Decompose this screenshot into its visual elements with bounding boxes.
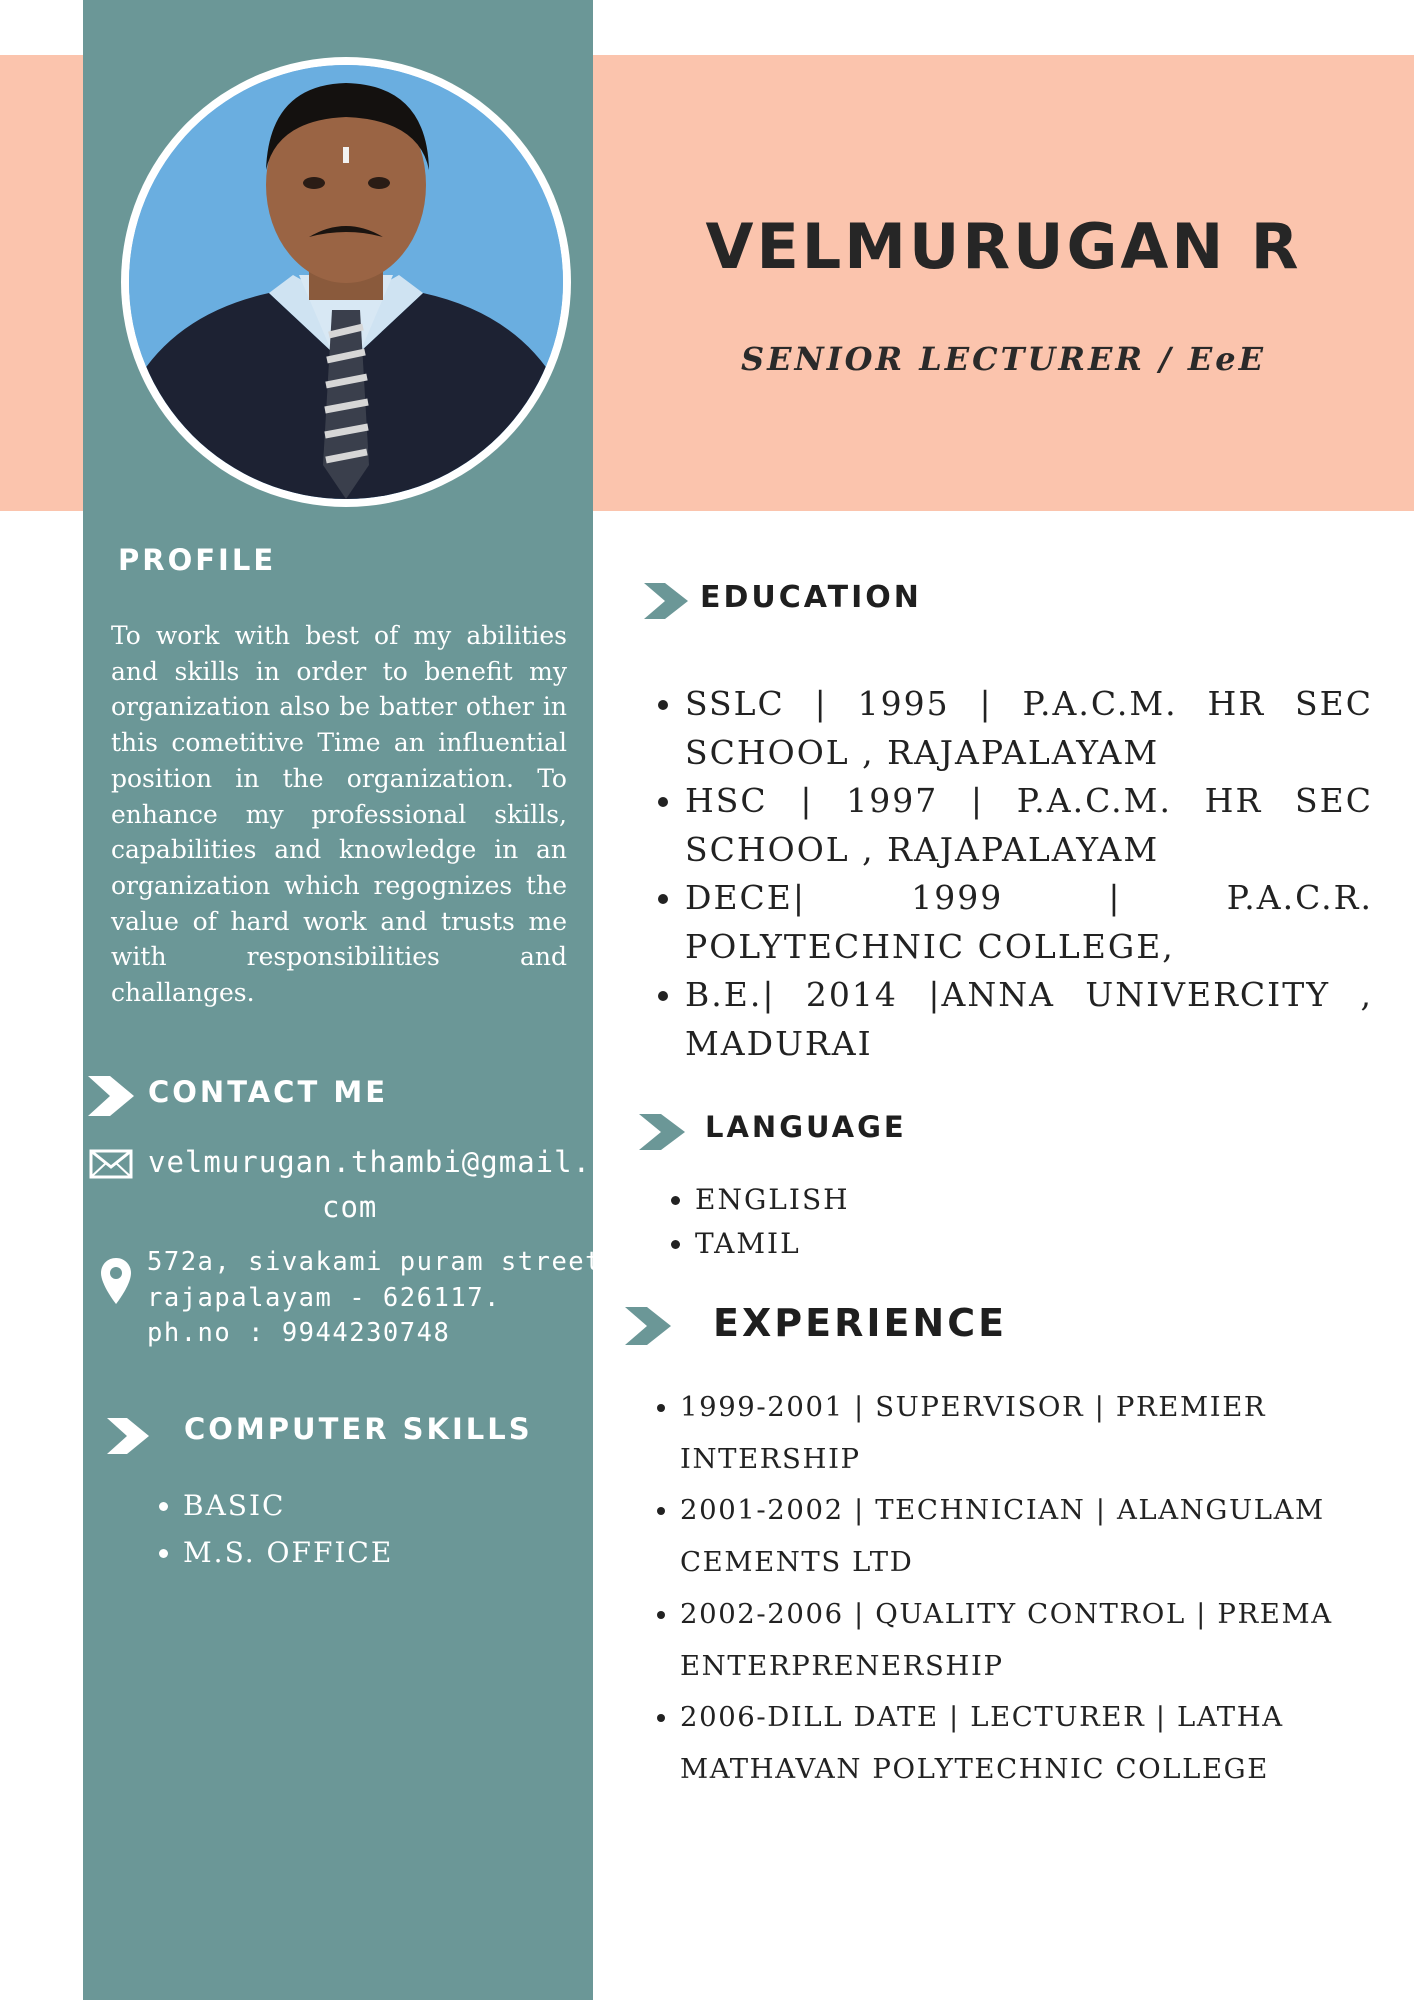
language-list	[657, 1178, 850, 1266]
chevron-right-icon	[644, 583, 688, 619]
envelope-icon	[89, 1149, 133, 1179]
computer-skills-heading: COMPUTER SKILLS	[184, 1412, 533, 1446]
list-item: • M.S. OFFICE	[183, 1529, 393, 1576]
location-pin-icon	[101, 1258, 131, 1304]
experience-heading: EXPERIENCE	[713, 1301, 1008, 1345]
address-line-2: rajapalayam - 626117.	[147, 1283, 501, 1313]
portrait-illustration	[129, 65, 563, 499]
list-item: • 2001-2002 | TECHNICIAN | ALANGULAM CEMENTS LTD	[680, 1485, 1390, 1588]
chevron-right-icon	[107, 1418, 149, 1454]
education-list	[647, 680, 1373, 1068]
list-item: • ENGLISH	[695, 1178, 850, 1222]
list-item: • BASIC	[183, 1482, 393, 1529]
experience-list	[642, 1382, 1390, 1796]
language-heading: LANGUAGE	[705, 1110, 907, 1144]
list-item: • 1999-2001 | SUPERVISOR | PREMIER INTERSHIP	[680, 1382, 1390, 1485]
profile-summary: To work with best of my abilities and skills in order to benefit my organization also be batter other in this cometitive Time an influential position in the organization. To enhance my professional skills, capabilities and knowledge in an organization which regognizes the value of hard work and trusts me with responsibilities and challanges.	[111, 621, 567, 1008]
education-heading: EDUCATION	[700, 580, 922, 615]
email-address: velmurugan.thambi@gmail.	[148, 1145, 592, 1179]
list-item: • 2006-DILL DATE | LECTURER | LATHA MATHAVAN POLYTECHNIC COLLEGE	[680, 1692, 1390, 1795]
list-item: • DECE| 1999 | P.A.C.R. POLYTECHNIC COLLEGE,	[685, 874, 1373, 971]
computer-skills-list	[145, 1482, 393, 1576]
job-title: SENIOR LECTURER / EeE	[740, 340, 1267, 378]
chevron-right-icon	[639, 1114, 685, 1150]
contact-heading: CONTACT ME	[148, 1075, 389, 1109]
phone-number: ph.no : 9944230748	[147, 1318, 451, 1348]
chevron-right-icon	[88, 1076, 134, 1116]
profile-photo	[129, 65, 563, 499]
email-address-cont: com	[322, 1190, 378, 1224]
candidate-name: VELMURUGAN R	[705, 210, 1302, 283]
address-line-1: 572a, sivakami puram street,	[147, 1247, 619, 1277]
list-item: • 2002-2006 | QUALITY CONTROL | PREMA ENTERPRENERSHIP	[680, 1589, 1390, 1692]
list-item: • B.E.| 2014 |ANNA UNIVERCITY , MADURAI	[685, 971, 1373, 1068]
list-item: • HSC | 1997 | P.A.C.M. HR SEC SCHOOL , RAJAPALAYAM	[685, 777, 1373, 874]
chevron-right-icon	[625, 1307, 671, 1345]
profile-heading: PROFILE	[118, 543, 277, 577]
list-item: • TAMIL	[695, 1222, 850, 1266]
list-item: • SSLC | 1995 | P.A.C.M. HR SEC SCHOOL , RAJAPALAYAM	[685, 680, 1373, 777]
